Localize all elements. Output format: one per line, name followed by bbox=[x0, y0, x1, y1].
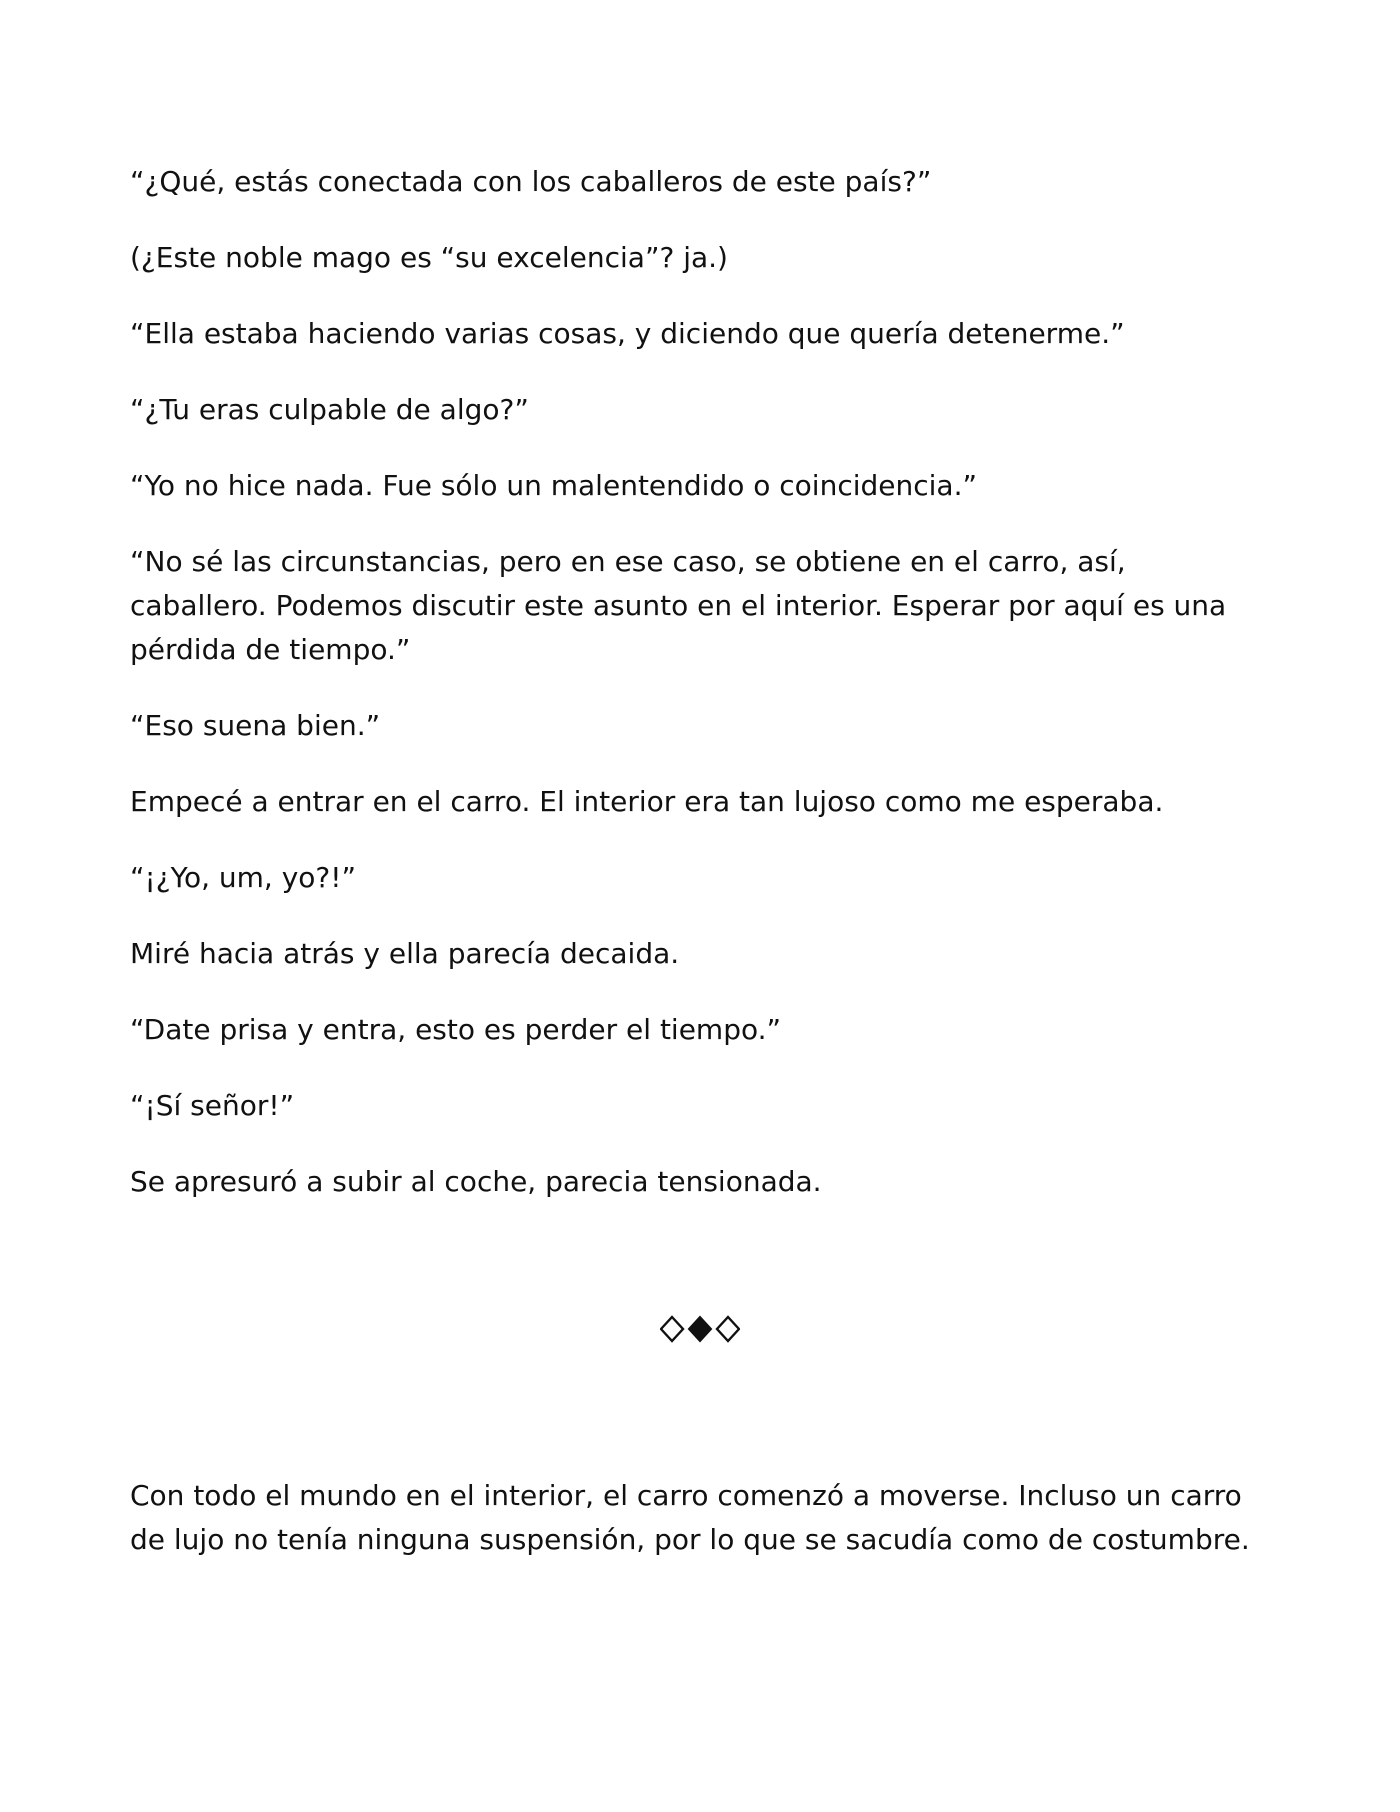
paragraph: “No sé las circunstancias, pero en ese caso, se obtiene en el carro, así, caballero. Podemos discutir este asunto en el interior. Esperar por aquí es una pérdida de tiempo.” bbox=[130, 545, 1227, 666]
text-block-top bbox=[130, 160, 1270, 1236]
paragraph: “¿Qué, estás conectada con los caballeros de este país?” bbox=[130, 165, 932, 198]
diamond-separator-icon bbox=[660, 1314, 740, 1344]
paragraph: (¿Este noble mago es “su excelencia”? ja.) bbox=[130, 241, 728, 274]
paragraph: Empecé a entrar en el carro. El interior era tan lujoso como me esperaba. bbox=[130, 785, 1164, 818]
paragraph: “Ella estaba haciendo varias cosas, y diciendo que quería detenerme.” bbox=[130, 317, 1125, 350]
paragraph: “Eso suena bien.” bbox=[130, 709, 381, 742]
text-block-bottom bbox=[130, 1474, 1270, 1594]
section-separator bbox=[0, 1314, 1400, 1348]
paragraph: Miré hacia atrás y ella parecía decaida. bbox=[130, 937, 680, 970]
paragraph: “Date prisa y entra, esto es perder el tiempo.” bbox=[130, 1013, 782, 1046]
paragraph: “¡Sí señor!” bbox=[130, 1089, 295, 1122]
paragraph: “¿Tu eras culpable de algo?” bbox=[130, 393, 529, 426]
paragraph: “¡¿Yo, um, yo?!” bbox=[130, 861, 357, 894]
paragraph: “Yo no hice nada. Fue sólo un malentendido o coincidencia.” bbox=[130, 469, 977, 502]
paragraph: Con todo el mundo en el interior, el carro comenzó a moverse. Incluso un carro de lujo no tenía ninguna suspensión, por lo que se sacudía como de costumbre. bbox=[130, 1479, 1250, 1556]
paragraph: Se apresuró a subir al coche, parecia tensionada. bbox=[130, 1165, 822, 1198]
